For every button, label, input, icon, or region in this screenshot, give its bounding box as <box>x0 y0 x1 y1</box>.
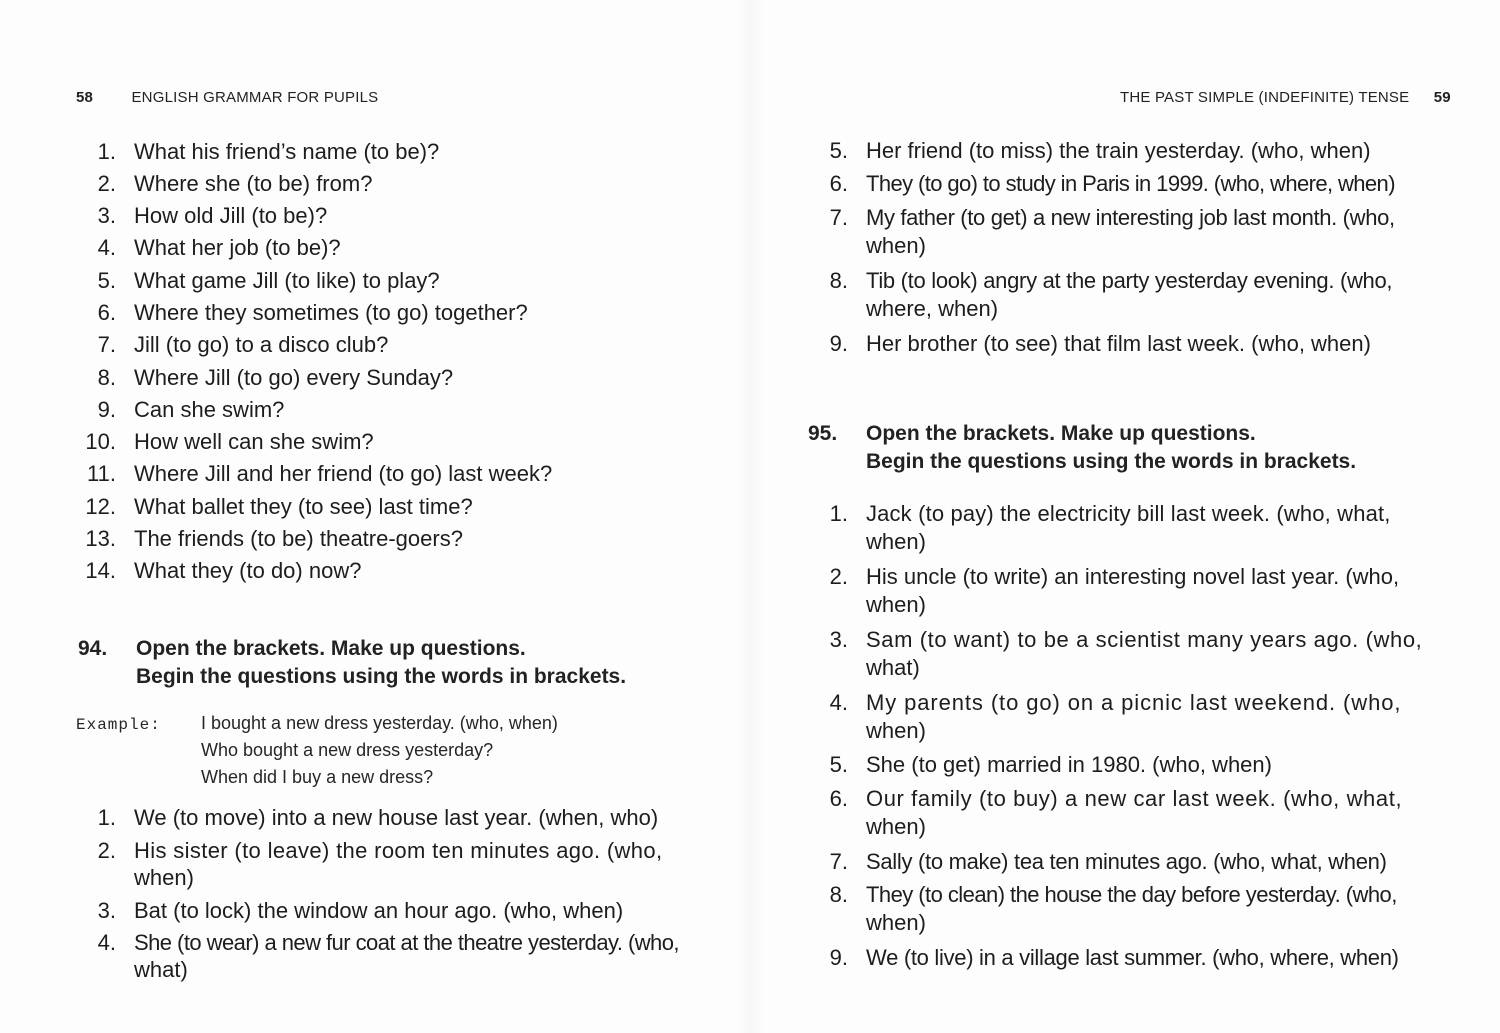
page-number: 58 <box>76 89 94 106</box>
exercise-number: 94. <box>78 637 108 660</box>
example-block <box>76 710 736 794</box>
left-page: 58 ENGLISH GRAMMAR FOR PUPILS 1. What his friend’s name (to be)? 2. Where she (to be) from? 3. How old Jill (to be)? 4. What her job (to be)? 5. What game Jill (to like) to play? 6. Where they sometimes (to go) together? 7. Jill (to go) to a disco club? 8. Where Jill (to go) every Sunday? 9. Can she swim? 10. How well can she swim? 11. Where Jill and her friend (to go) last week? 12. What ballet they (to see) last time? 13. The friends (to be) theatre-goers? 14. What they (to do) now? 94. Open the brackets. Make up questions. Begin the questions using the words in brackets. Example: I bought a new dress yesterday. (who, when) Who bought a new dress yesterday? When did I buy a new dress? 1. We (to move) into a new house last year. (when, who) 2. His sister (to leave) the room ten minutes ago. (who, when) 3. Bat (to lock) the window an hour ago. (who, when) 4. She (to wear) a new fur coat at the theatre yesterday. (who, what) <box>0 0 750 1033</box>
exercise-number: 95. <box>808 422 838 445</box>
example-line: When did I buy a new dress? <box>201 767 434 787</box>
instruction-line: Open the brackets. Make up questions. <box>866 422 1256 445</box>
instruction-line: Begin the questions using the words in brackets. <box>866 450 1357 473</box>
running-header-left <box>76 89 378 106</box>
running-title: THE PAST SIMPLE (INDEFINITE) TENSE <box>1120 89 1410 106</box>
instruction-line: Open the brackets. Make up questions. <box>136 637 526 660</box>
example-label: Example: <box>76 716 161 734</box>
instruction-line: Begin the questions using the words in brackets. <box>136 665 627 688</box>
example-line: Who bought a new dress yesterday? <box>201 740 494 760</box>
exercise-95-heading <box>808 420 1488 480</box>
running-header-right <box>1120 89 1451 106</box>
exercise-94-heading <box>78 635 738 695</box>
example-line: I bought a new dress yesterday. (who, when) <box>201 713 558 733</box>
page-number: 59 <box>1433 89 1451 106</box>
right-page: THE PAST SIMPLE (INDEFINITE) TENSE 59 5. Her friend (to miss) the train yesterday. (who, when) 6. They (to go) to study in Paris in 1999. (who, where, when) 7. My father (to get) a new interesting job last month. (who, when) 8. Tib (to look) angry at the party yesterday evening. (who, where, when) 9. Her brother (to see) that film last week. (who, when) 95. Open the brackets. Make up questions. Begin the questions using the words in brackets. 1. Jack (to pay) the electricity bill last week. (who, what, when) 2. His uncle (to write) an interesting novel last year. (who, when) 3. Sam (to want) to be a scientist many years ago. (who, what) 4. My parents (to go) on a picnic last weekend. (who, when) 5. She (to get) married in 1980. (who, when) 6. Our family (to buy) a new car last week. (who, what, when) 7. Sally (to make) tea ten minutes ago. (who, what, when) 8. They (to clean) the house the day before yesterday. (who, when) 9. We (to live) in a village last summer. (who, where, when) <box>750 0 1500 1033</box>
running-title: ENGLISH GRAMMAR FOR PUPILS <box>131 89 379 106</box>
